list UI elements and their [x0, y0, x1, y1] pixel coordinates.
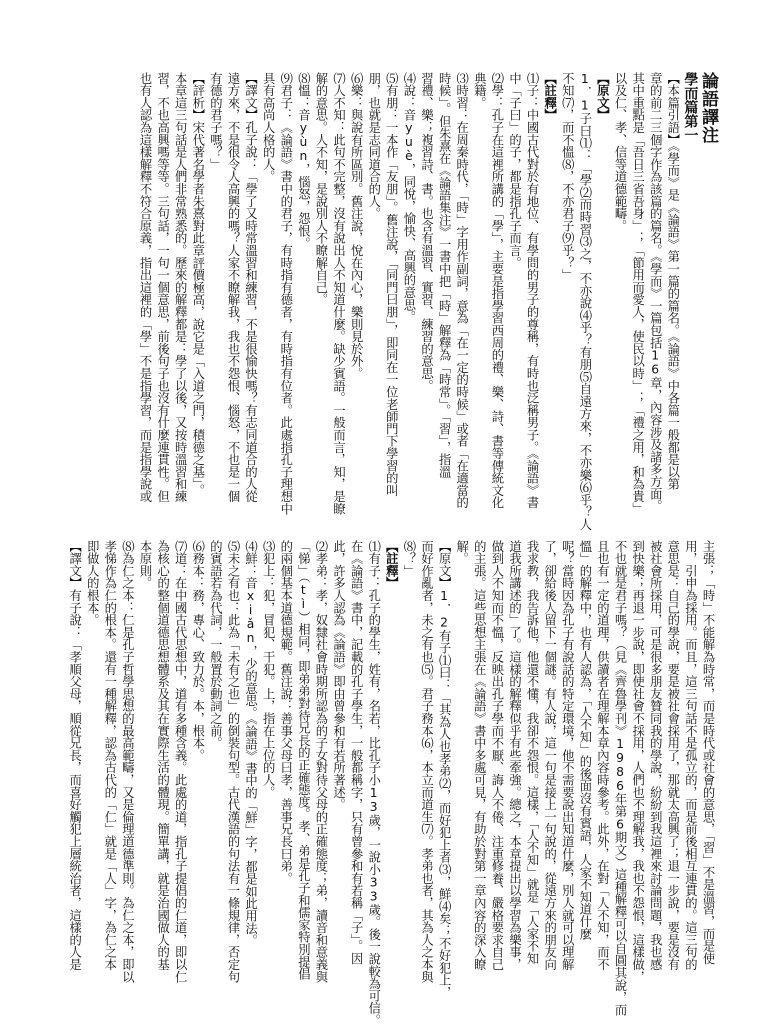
text-line: 有德的君子嗎？」 [208, 72, 223, 171]
text-line: 「悌」（tì）相同，即弟弟對待兄長的正確態度。孝、弟是孔子和儒家特別提倡 [296, 540, 311, 981]
text-line: 也有人認為這樣解釋不符合原義，指出這裡的「學」不是指學習，而是指學說或 [138, 72, 152, 503]
text-line: ⑶犯上：犯，冒犯、干犯。上，指在上位的人。 [261, 540, 276, 799]
text-line: 1．1子曰⑴：「學⑵而時習⑶之，不亦說⑷乎？有朋⑸自遠方來，不亦樂⑹乎？人 [577, 72, 592, 531]
text-line: 呢？當時因為孔子有說話的特定環境，他不需要說出知道什麼，別人就可以理解 [560, 540, 575, 971]
text-line: ⑼君子：《論語》書中的君子，有時指有德者，有時指有位者。此處指孔子理想中 [278, 72, 293, 515]
text-line: ⑵學：孔子在這裡所講的「學」，主要是指學習西周的禮、樂、詩、書等傳統文化 [489, 72, 504, 509]
text-line: 被社會所採用，可是很多朋友贊同我的學說，紛紛到我這裡來討論問題，我也感 [648, 540, 663, 971]
text-line: 典籍。 [472, 72, 487, 109]
text-line: ⑻慍：音yùn，惱怒，怨恨。 [296, 72, 311, 250]
text-line: 到快樂；再退一步說，即使社會不採用，人們也不理解我，我也不怨恨，這樣做， [630, 540, 645, 983]
text-line: ⑷鮮：音xiǎn，少的意思。《論語》書中的「鮮」字，都是如此用法。 [243, 540, 258, 947]
text-line: 做到人不知而不慍，反映出孔子學而不厭、誨人不倦、注重修養、嚴格要求自己 [489, 540, 504, 971]
bottom-section [67, 540, 716, 1027]
text-line: 朋，也就是志同道合的人。 [366, 72, 381, 220]
text-line: 了，卻給後人留下一個謎。有人說，這一句是接上一句說的，從遠方來的朋友向 [542, 540, 557, 971]
text-line: 本原則。 [138, 540, 152, 590]
text-line: 解的意思。人不知，是說別人不瞭解自己。 [313, 72, 328, 306]
text-line: 【原文】 [595, 72, 610, 122]
text-line: 主張；「時」不能解為時常，而是時代或社會的意思，「習」不是溫習，而是使 [701, 540, 715, 965]
text-line: 不知⑺，而不慍⑻，不亦君子⑼乎？」 [560, 72, 575, 282]
text-line: 的賓語若為代詞，一般置於動詞之前。 [208, 540, 223, 750]
text-line: 不也就是君子嗎？（見《齊魯學刊》1986年第6期文）這種解釋可以自圓其說，而 [613, 540, 628, 1016]
text-line: 章的前二三個字作為該篇的篇名。《學而》一篇包括16章，內容涉及諸多方面。 [648, 72, 663, 513]
text-line: ⑸有朋：一本作「友朋」。舊注說，「同門曰朋」，即同在一位老師門下學習的叫 [384, 72, 399, 497]
book-title: 論語譯注 [698, 72, 718, 144]
text-line: 【原文】1．2有子⑴曰：「其為人也孝弟⑵，而好犯上者⑶，鮮⑷矣；不好犯上， [437, 540, 452, 999]
text-line: ⑹務本：務，專心、致力於。本，根本。 [190, 540, 205, 762]
bottom-text-lines [65, 540, 716, 1027]
text-line: 在《論語》書中，記載的孔子學生，一般都稱字，只有曾參和有若稱「子」。因 [349, 540, 364, 965]
text-line: 此，許多人認為《論語》即由曾參和有若所著述。 [331, 540, 346, 811]
text-line: 本章這三句話是人們非常熟悉的。歷來的解釋都是：學了以後，又按時溫習和練 [173, 72, 188, 503]
text-line: 解。 [454, 540, 469, 565]
text-line: ⑺道：在中國古代思想中，道有多種含義。此處的道，指孔子提倡的仁道，即以仁 [173, 540, 188, 983]
text-line: 孝悌作為仁的根本。還有一種解釋，認為古代的「仁」就是「人」字，為仁之本 [102, 540, 117, 971]
text-line: 而好作亂者，未之有也⑸。君子務本⑹，本立而道生⑺。孝弟也者，其為人之本與 [419, 540, 434, 983]
text-line: 中「子曰」的子，都是指孔子而言。 [507, 72, 522, 269]
text-line: ⑶時習：在周秦時代，「時」字用作副詞，意為「在一定的時候」或者「在適當的 [454, 72, 469, 509]
text-line: 【註釋】 [384, 540, 399, 590]
text-line: ⑻？」 [401, 540, 416, 577]
text-line: 的主張。這些思想主張在《論語》書中多處可見，有助於對第一章內容的深入瞭 [472, 540, 487, 971]
text-line: 【譯文】孔子說：「學了又時常溫習和練習，不是很愉快嗎？有志同道合的人從 [243, 72, 258, 503]
text-line: 【本篇引語】《學而》是《論語》第一篇的篇名。《論語》中各篇一般都是以第 [665, 72, 680, 491]
top-section [76, 72, 718, 531]
text-line: 遠方來，不是很令人高興的嗎？人家不瞭解我，我也不怨恨、惱怒，不也是一個 [225, 72, 240, 503]
text-line: 意思是：自己的學說，要是被社會採用了，那就太高興了；退一步說，要是沒有 [665, 540, 680, 971]
text-line: ⑵孝弟：孝，奴隸社會時期所認為的子女對待父母的正確態度；弟，讀音和意義與 [313, 540, 328, 983]
text-line: 其中重點是「吾日三省吾身」；「節用而愛人，使民以時」；「禮之用，和為貴」 [630, 72, 645, 515]
text-line: 我求教，我告訴他，他還不懂，我卻不怨恨。這樣，「人不知」就是「人家不知 [525, 540, 540, 965]
text-line: 【評析】宋代著名學者朱熹對此章評價極高，說它是「入道之門，積德之基」。 [190, 72, 205, 497]
text-line: ⑹樂：與說有所區別。舊注說，悅在內心，樂則見於外。 [349, 72, 364, 380]
text-line: 【註釋】 [542, 72, 557, 122]
text-line: 即做人的根本。 [85, 540, 100, 627]
text-line: 慍」的解釋中，也有人認為，「人不知」的後面沒有賓語，人家不知道什麼 [577, 540, 592, 940]
text-line: 習禮、樂；複習詩、書。也含有溫習、實習、練習的意思。 [419, 72, 434, 392]
chapter-title: 學而篇第一 [682, 72, 699, 142]
text-line: 的兩個基本道德規範。舊注說：善事父母曰孝，善事兄長曰弟。 [278, 540, 293, 885]
text-line: 道我所講述的」了。這樣的解釋似乎有些牽強。總之，本章提出以學習為樂事， [507, 540, 522, 971]
text-line: ⑻為仁之本：仁是孔子哲學思想的最高範疇，又是倫理道德準則。為仁之本，即以 [120, 540, 135, 983]
text-line: ⑷說：音yuè，同悅，愉快、高興的意思。 [401, 72, 416, 324]
text-line: 【譯文】有子說：「孝順父母，順從兄長，而喜好觸犯上層統治者，這樣的人是 [67, 540, 82, 971]
text-line: 具有高尚人格的人。 [261, 72, 276, 183]
text-line: 以及仁、孝、信等道德範疇。 [613, 72, 628, 232]
text-line: 習，不也高興嗎等等。三句話，一句一個意思，前後句子也沒有什麼連貫性。但 [155, 72, 170, 503]
text-line: 且也有一定的道理，供讀者在理解本章內容時參考。此外，在對「人不知，而不 [595, 540, 610, 971]
text-line: ⑴有子：孔子的學生，姓有，名若，比孔子小13歲，一說小33歲。後一說較為可信。 [366, 540, 381, 1027]
text-line: ⑴子：中國古代對於有地位、有學問的男子的尊稱，有時也泛稱男子。《論語》書 [525, 72, 540, 509]
text-line: 時候」。但朱熹在《論語集注》一書中把「時」解釋為「時常」。「習」，指溫 [437, 72, 452, 478]
top-text-lines [135, 72, 680, 531]
text-line: ⑺人不知：此句不完整，沒有說出人不知道什麼。缺少賓語。一般而言，知，是瞭 [331, 72, 346, 515]
text-line: ⑸未之有也：此為「未有之也」的倒裝句型。古代漢語的句法有一條規律，否定句 [225, 540, 240, 983]
text-line: 用，引申為採用。而且，這三句話不是孤立的，而是前後相互連貫的。這三句的 [683, 540, 698, 971]
text-line: 為核心的整個道德思想體系及其在實際生活的體現。簡單講，就是治國做人的基 [155, 540, 170, 971]
